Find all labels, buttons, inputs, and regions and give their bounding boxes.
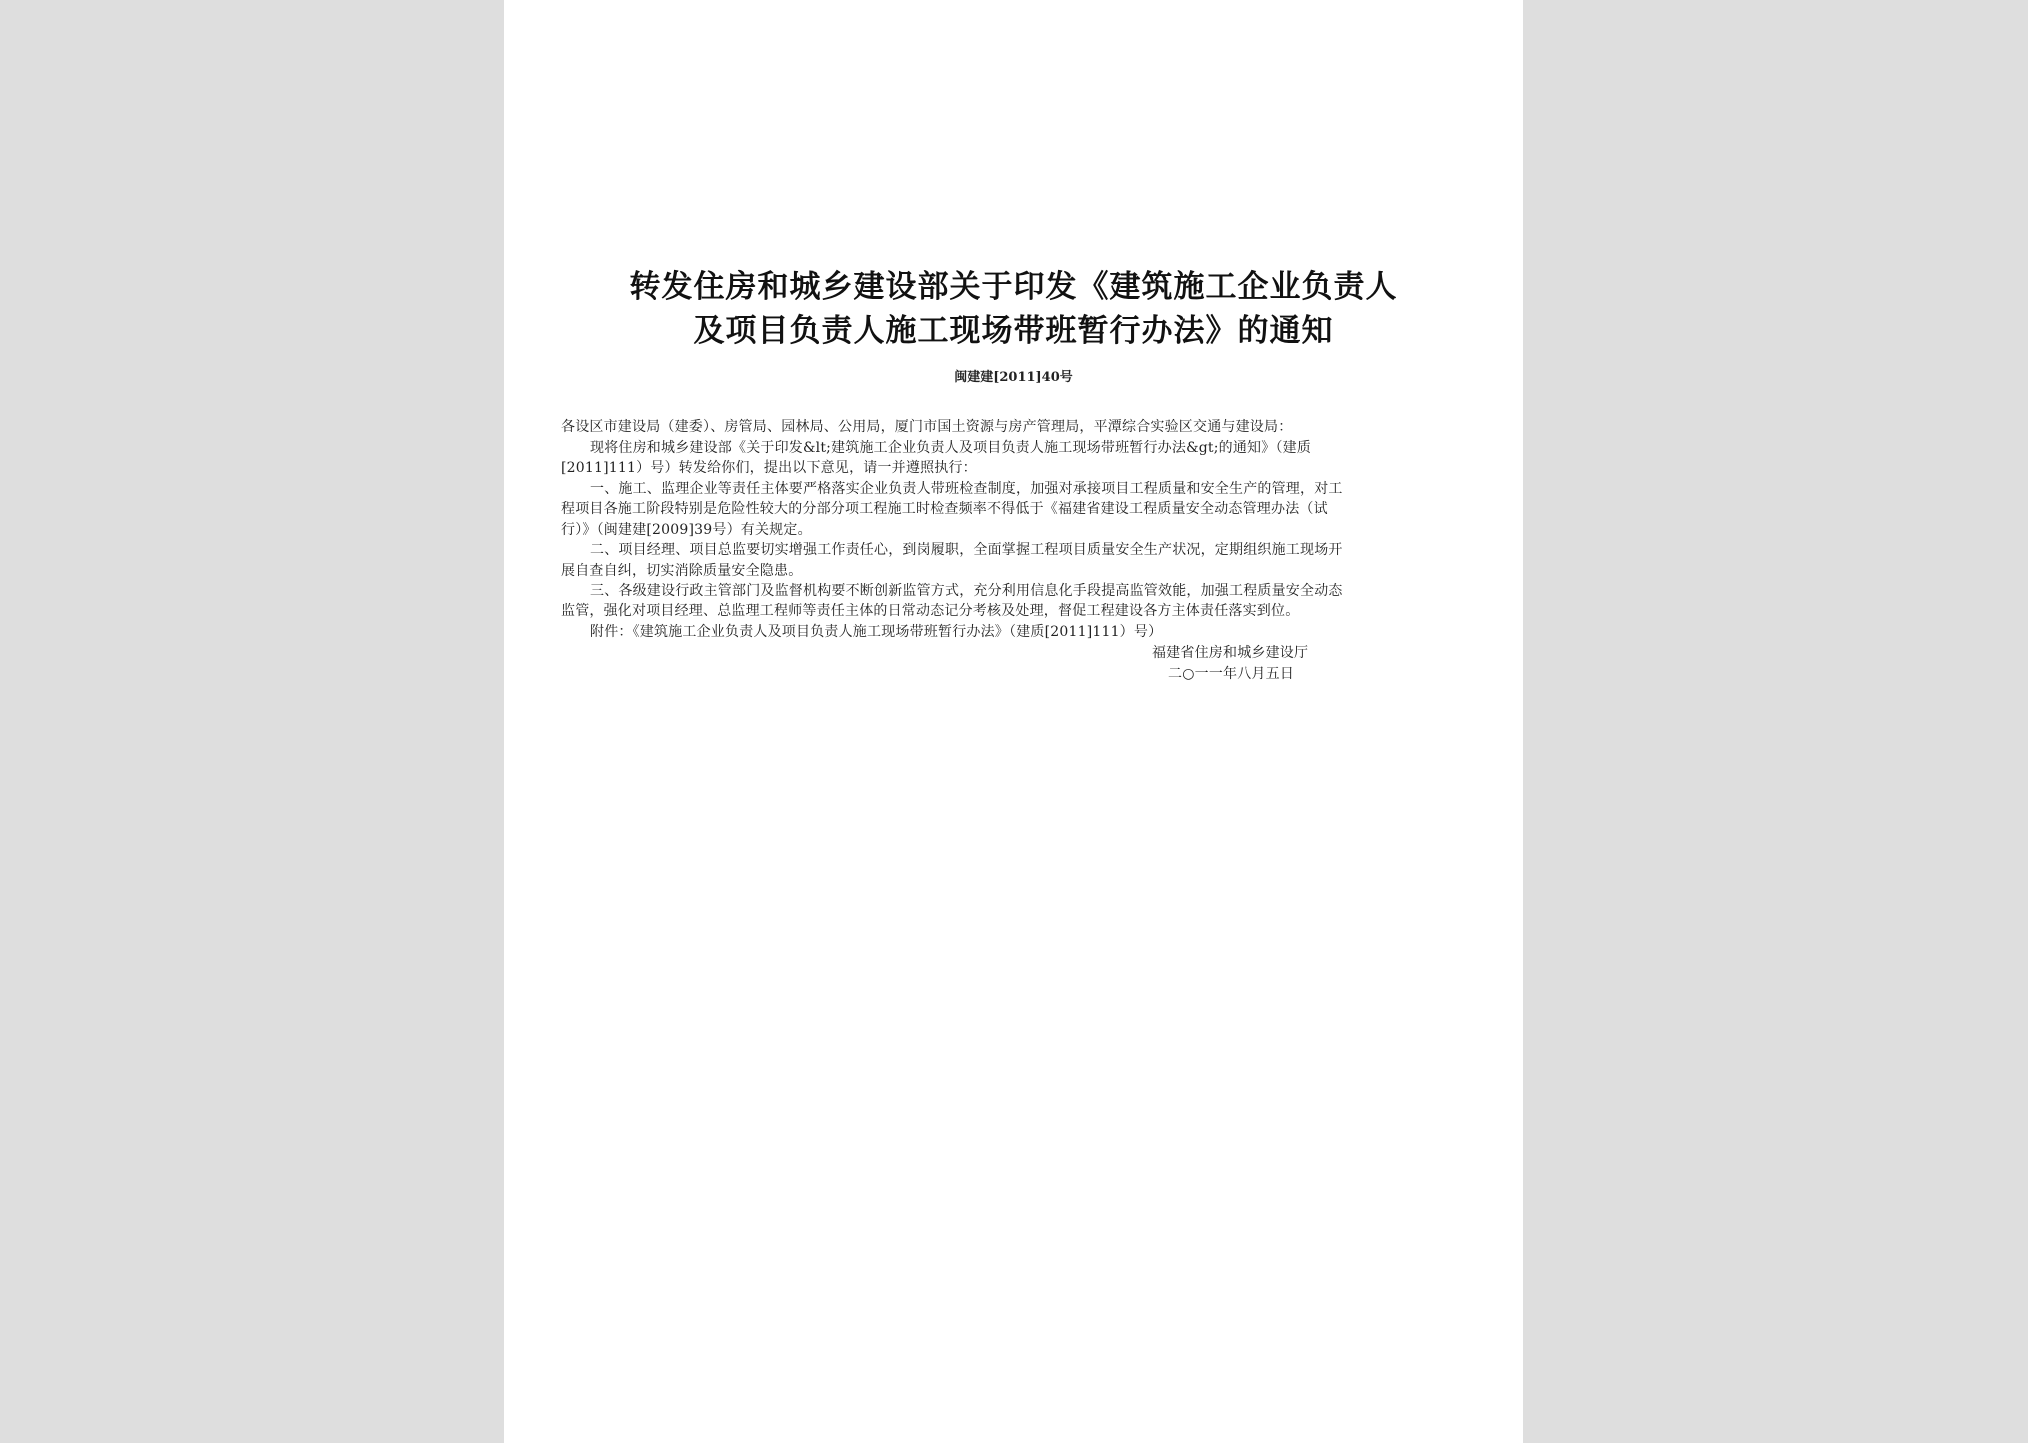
signature-organization: 福建省住房和城乡建设厅 — [1152, 645, 1309, 661]
item-3-line: 三、各级建设行政主管部门及监督机构要不断创新监管方式，充分利用信息化手段提高监管效能，加强工程质量安全动态 — [590, 583, 1343, 599]
item-1-line: 行）》（闽建建[2009]39号）有关规定。 — [561, 522, 812, 538]
item-2-line: 二、项目经理、项目总监要切实增强工作责任心，到岗履职，全面掌握工程项目质量安全生产状况，定期组织施工现场开 — [590, 542, 1343, 558]
document-number: 闽建建[2011]40号 — [954, 370, 1073, 385]
body-line: [2011]111）号）转发给你们，提出以下意见，请一并遵照执行： — [561, 460, 977, 476]
item-3-line: 监管，强化对项目经理、总监理工程师等责任主体的日常动态记分考核及处理，督促工程建设各方主体责任落实到位。 — [561, 603, 1300, 619]
item-1-line: 一、施工、监理企业等责任主体要严格落实企业负责人带班检查制度，加强对承接项目工程质量和安全生产的管理，对工 — [590, 481, 1343, 497]
document-title-line-1: 转发住房和城乡建设部关于印发《建筑施工企业负责人 — [629, 269, 1398, 305]
signature-date: 二○一一年八月五日 — [1168, 666, 1295, 682]
body-line: 现将住房和城乡建设部《关于印发&lt;建筑施工企业负责人及项目负责人施工现场带班暂行办法&gt;的通知》（建质 — [590, 440, 1312, 456]
attachment-line: 附件：《建筑施工企业负责人及项目负责人施工现场带班暂行办法》（建质[2011]111）号） — [590, 624, 1163, 640]
item-1-line: 程项目各施工阶段特别是危险性较大的分部分项工程施工时检查频率不得低于《福建省建设工程质量安全动态管理办法（试 — [561, 501, 1328, 517]
document-page — [504, 0, 1523, 1443]
item-2-line: 展自查自纠，切实消除质量安全隐患。 — [561, 563, 803, 579]
addressee-line: 各设区市建设局（建委）、房管局、园林局、公用局，厦门市国土资源与房产管理局，平潭综合实验区交通与建设局： — [561, 419, 1293, 435]
document-title-line-2: 及项目负责人施工现场带班暂行办法》的通知 — [693, 313, 1334, 349]
